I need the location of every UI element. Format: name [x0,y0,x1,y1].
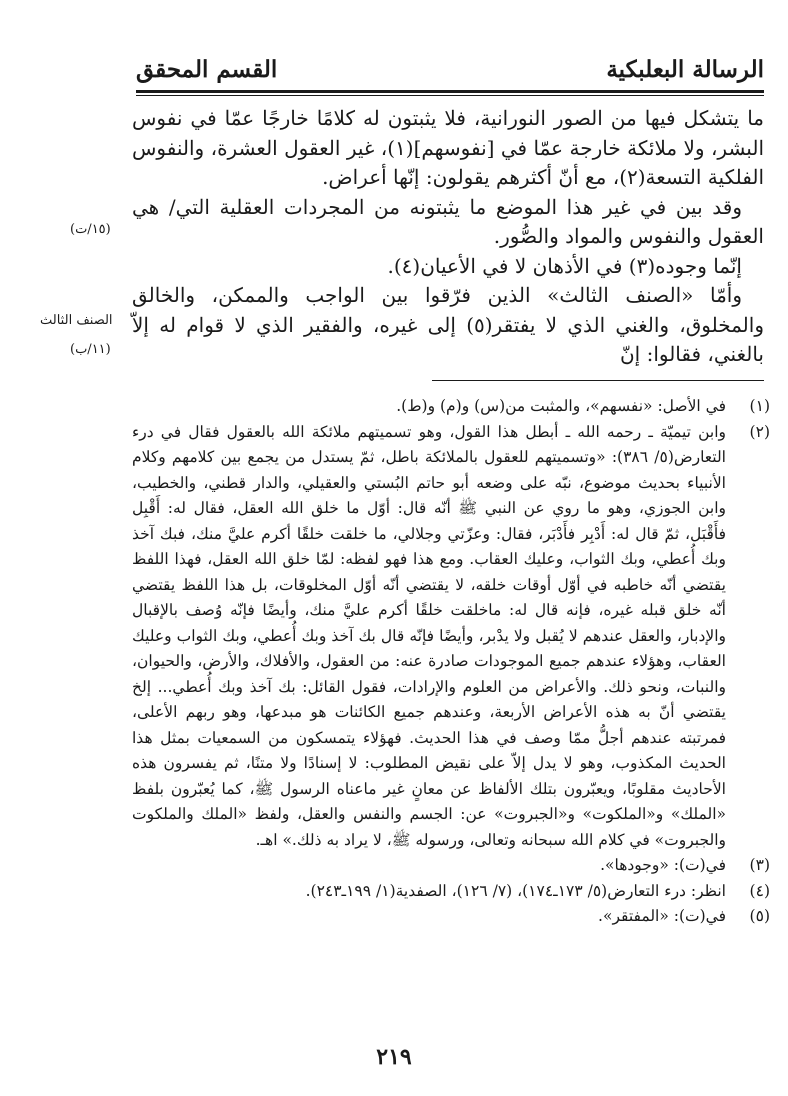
paragraph-3: إنّما وجوده(٣) في الأذهان لا في الأعيان(٤). [387,253,742,278]
footnote-text: انظر: درء التعارض(٥/ ١٧٣ـ١٧٤)، (٧/ ١٢٦)، الصفدية(١/ ١٩٩ـ٢٤٣). [305,881,726,900]
footnotes [132,394,770,930]
paragraph-2: وقد بين في غير هذا الموضع ما يثبتونه من المجردات العقلية التي/ هي العقول والنفوس والمواد والصُّور. [132,194,764,248]
footnote-text: وابن تيميّة ـ رحمه الله ـ أبطل هذا القول، وهو تسميتهم ملائكة الله بالعقول فقال في درء التعارض(٥/ ٣٨٦): «وتسميتهم للعقول بالملائكة باطل، ثمّ يستدل من يجمع بين كلامهم وكلام الأنبياء بحديث موضوع، نبّه على وضعه أبو حاتم البُستي والعقيلي، والدار قطني، والخطيب، وابن الجوزي، وهو ما روي عن النبي ﷺ أنّه قال: أوّل ما خلق الله العقل، فقال له: أَقْبِل فأَقْبَل، ثمّ قال له: أَدْبِر فأَدْبَر، فقال: وعزّتي وجلالي، ما خلقت خلقًا أكرم عليَّ منك، فبك آخذ وبك أُعطي، وبك الثواب، وعليك العقاب. ومع هذا فهو لفظه: لمّا خلق الله العقل، فهذا اللفظ يقتضي أنّه خاطبه في أوّل أوقات خلقه، لا يقتضي أنّه أوّل المخلوقات، بل هذا اللفظ يقتضي أنّه خلق قبله غيره، فإنه قال له: ماخلقت خلقًا أكرم عليَّ منك، وأيضًا فإنّه وُصف بالإقبال والإدبار، والعقل عندهم لا يُقبل ولا يدْبر، وأيضًا فإنّه قال بك آخذ وبك أُعطي، وبك الثواب وعليك العقاب، وهؤلاء عندهم جميع الموجودات صادرة عنه: من العقول، والأفلاك، والأرض، والحيوان، والنبات، ونحو ذلك. والأعراض من العلوم والإرادات، فقول القائل: بك آخذ وبك أُعطي... إلخ يقتضي أنّ به هذه الأعراض الأربعة، وعندهم جميع الكائنات هو مبدعها، وهو ربهم الأعلى، فمرتبته عندهم أجلُّ ممّا وصف في هذا الحديث. فهؤلاء يتمسكون من السمعيات بمثل هذا الحديث المكذوب، وهو لا يدل إلاّ على نقيض المطلوب: لا إسنادًا ولا متنًا، ثم يفسرون هذه الأحاديث مقلوبًا، ويعبّرون بتلك الألفاظ عن معانٍ غير ماعناه الرسول ﷺ، كما يُعبّرون بلفظ «الملك» و«الملكوت» و«الجبروت» عن: الجسم والنفس والعقل، ولفظ «الملك والملكوت والجبروت» في كلام الله سبحانه وتعالى، ورسوله ﷺ، لا يراد به ذلك.» اهـ. [132,422,726,849]
running-header [136,52,764,92]
footnote-text: في الأصل: «نفسهم»، والمثبت من(س) و(م) و(ط). [396,397,726,415]
footnote-4 [132,879,770,905]
footnote-5 [132,904,770,930]
footnote-text: في(ت): «المفتقر». [598,907,726,925]
margin-note-section: الصنف الثالث [40,313,113,328]
header-rule-thin [136,95,764,96]
footnote-number: (٢) [749,422,770,441]
footnote-number: (٥) [749,907,770,925]
margin-note-manuscript-b: (١١/ب) [70,342,111,357]
footnote-number: (٣) [749,856,770,874]
footnote-3 [132,853,770,879]
footnote-number: (٤) [749,881,770,900]
paragraph-4: وأمّا «الصنف الثالث» الذين فرّقوا بين الواجب والممكن، والخالق والمخلوق، والغني الذي لا يفتقر(٥) إلى غيره، والفقير الذي لا قوام له إلاّ بالغني، فقالوا: إنّ [132,283,764,366]
footnote-rule [432,380,764,381]
footnote-2 [132,420,770,854]
header-rule-thick [136,90,764,93]
main-text [132,104,764,370]
footnote-text: في(ت): «وجودها». [600,856,726,874]
footnote-1 [132,394,770,420]
section-title: القسم المحقق [136,56,278,83]
footnote-number: (١) [749,397,770,415]
book-title: الرسالة البعلبكية [606,56,764,83]
margin-note-manuscript-t: (١٥/ت) [70,222,111,237]
paragraph-1: ما يتشكل فيها من الصور النورانية، فلا يثبتون له كلامًا خارجًا عمّا في نفوس البشر، ولا ملائكة خارجة عمّا في [نفوسهم](١)، غير العقول العشرة، والنفوس الفلكية التسعة(٢)، مع أنّ أكثرهم يقولون: إنّها أعراض. [132,106,765,189]
page-number: ٢١٩ [376,1044,412,1070]
